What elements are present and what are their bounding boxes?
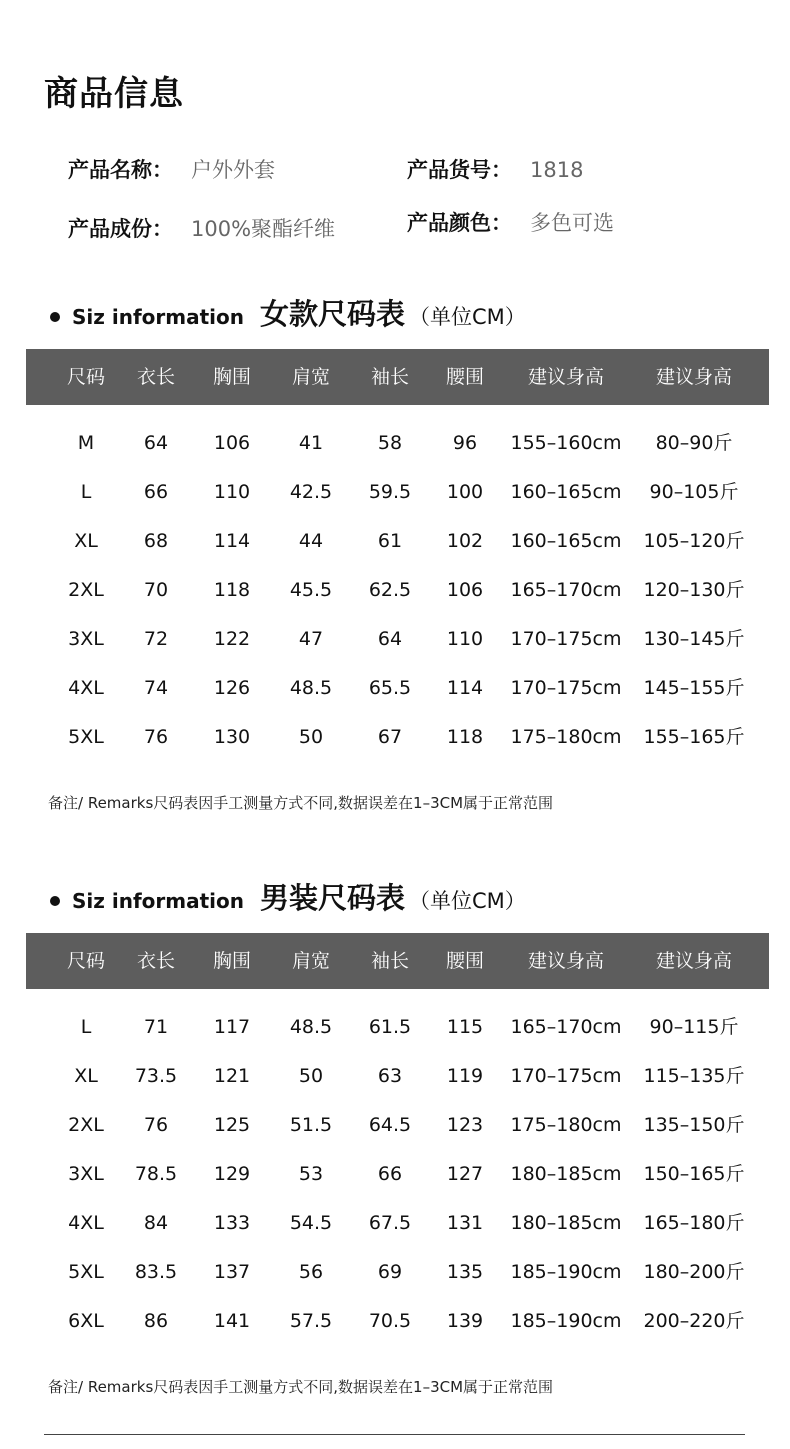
bullet-icon xyxy=(50,312,60,322)
table-cell: 160–165cm xyxy=(510,530,622,552)
section-heading-unit: （单位CM） xyxy=(409,889,526,913)
table-cell: 175–180cm xyxy=(510,1114,622,1136)
table-cell: 115–135斤 xyxy=(643,1065,745,1087)
table-cell: 70.5 xyxy=(368,1310,412,1332)
table-cell: 106 xyxy=(213,432,251,454)
table-cell: 61.5 xyxy=(368,1016,412,1038)
table-cell: 84 xyxy=(143,1212,169,1234)
table-cell: 135 xyxy=(446,1261,484,1283)
table-cell: 70 xyxy=(143,579,169,601)
table-row xyxy=(0,419,790,468)
table-cell: 68 xyxy=(143,530,169,552)
table-cell: 61 xyxy=(377,530,403,552)
section-heading-cn: 女款尺码表 xyxy=(260,297,406,331)
table-cell: 145–155斤 xyxy=(643,677,745,699)
table-cell: 117 xyxy=(213,1016,251,1038)
table-row xyxy=(0,1248,790,1297)
table-cell: 4XL xyxy=(68,1212,104,1234)
column-header: 肩宽 xyxy=(291,950,331,972)
table-cell: 170–175cm xyxy=(510,677,622,699)
column-header: 肩宽 xyxy=(291,366,331,388)
table-cell: 76 xyxy=(143,1114,169,1136)
table-row xyxy=(0,566,790,615)
bullet-icon xyxy=(50,896,60,906)
column-header: 建议身高 xyxy=(655,366,733,388)
table-cell: 58 xyxy=(377,432,403,454)
table-cell: 129 xyxy=(213,1163,251,1185)
table-cell: 66 xyxy=(377,1163,403,1185)
table-cell: 51.5 xyxy=(289,1114,333,1136)
info-product-color xyxy=(407,207,614,237)
table-row xyxy=(0,517,790,566)
table-cell: 118 xyxy=(446,726,484,748)
table-cell: 175–180cm xyxy=(510,726,622,748)
remark-women: 备注/ Remarks尺码表因手工测量方式不同,数据误差在1–3CM属于正常范围 xyxy=(48,794,554,812)
bottom-divider xyxy=(44,1434,745,1435)
table-cell: 86 xyxy=(143,1310,169,1332)
table-cell: 102 xyxy=(446,530,484,552)
info-label: 产品颜色： xyxy=(407,211,512,235)
table-header-men xyxy=(26,933,769,989)
table-header-women xyxy=(26,349,769,405)
column-header: 建议身高 xyxy=(527,950,605,972)
table-row xyxy=(0,1150,790,1199)
table-cell: 54.5 xyxy=(289,1212,333,1234)
table-cell: 180–185cm xyxy=(510,1163,622,1185)
table-cell: 170–175cm xyxy=(510,1065,622,1087)
table-cell: 71 xyxy=(143,1016,169,1038)
info-label: 产品成份： xyxy=(68,217,173,241)
table-cell: 64 xyxy=(377,628,403,650)
info-product-code xyxy=(407,154,583,184)
table-cell: 118 xyxy=(213,579,251,601)
column-header: 胸围 xyxy=(212,950,252,972)
table-cell: 3XL xyxy=(68,628,104,650)
table-cell: 114 xyxy=(446,677,484,699)
table-cell: 135–150斤 xyxy=(643,1114,745,1136)
table-row xyxy=(0,615,790,664)
table-cell: 165–170cm xyxy=(510,1016,622,1038)
column-header: 袖长 xyxy=(370,950,410,972)
table-cell: 90–115斤 xyxy=(649,1016,739,1038)
table-cell: 185–190cm xyxy=(510,1261,622,1283)
table-cell: 119 xyxy=(446,1065,484,1087)
column-header: 尺码 xyxy=(66,950,106,972)
table-cell: 76 xyxy=(143,726,169,748)
table-row xyxy=(0,1003,790,1052)
table-cell: 67 xyxy=(377,726,403,748)
table-cell: 122 xyxy=(213,628,251,650)
table-cell: 44 xyxy=(298,530,324,552)
table-cell: 59.5 xyxy=(368,481,412,503)
section-heading-men xyxy=(50,876,526,917)
column-header: 腰围 xyxy=(445,366,485,388)
table-cell: 165–170cm xyxy=(510,579,622,601)
table-cell: 74 xyxy=(143,677,169,699)
table-cell: 5XL xyxy=(68,726,104,748)
table-cell: XL xyxy=(74,1065,98,1087)
table-cell: 105–120斤 xyxy=(643,530,745,552)
table-cell: 63 xyxy=(377,1065,403,1087)
table-cell: 106 xyxy=(446,579,484,601)
table-cell: 141 xyxy=(213,1310,251,1332)
table-cell: 65.5 xyxy=(368,677,412,699)
table-cell: 45.5 xyxy=(289,579,333,601)
table-cell: 62.5 xyxy=(368,579,412,601)
table-cell: 110 xyxy=(213,481,251,503)
column-header: 胸围 xyxy=(212,366,252,388)
table-cell: 120–130斤 xyxy=(643,579,745,601)
table-cell: 5XL xyxy=(68,1261,104,1283)
table-cell: M xyxy=(77,432,95,454)
table-cell: 180–200斤 xyxy=(643,1261,745,1283)
table-cell: 127 xyxy=(446,1163,484,1185)
table-cell: 139 xyxy=(446,1310,484,1332)
table-cell: 2XL xyxy=(68,579,104,601)
table-cell: XL xyxy=(74,530,98,552)
table-cell: 126 xyxy=(213,677,251,699)
info-value: 1818 xyxy=(530,158,584,182)
table-cell: 185–190cm xyxy=(510,1310,622,1332)
table-cell: 160–165cm xyxy=(510,481,622,503)
table-cell: 64 xyxy=(143,432,169,454)
section-heading-cn: 男装尺码表 xyxy=(260,881,406,915)
table-cell: 2XL xyxy=(68,1114,104,1136)
table-cell: 90–105斤 xyxy=(649,481,739,503)
table-cell: 80–90斤 xyxy=(655,432,733,454)
table-cell: 64.5 xyxy=(368,1114,412,1136)
table-cell: 41 xyxy=(298,432,324,454)
table-cell: 47 xyxy=(298,628,324,650)
table-cell: 48.5 xyxy=(289,1016,333,1038)
column-header: 腰围 xyxy=(445,950,485,972)
section-heading-women xyxy=(50,292,526,333)
table-cell: 48.5 xyxy=(289,677,333,699)
table-cell: 155–165斤 xyxy=(643,726,745,748)
table-cell: 130 xyxy=(213,726,251,748)
table-cell: 114 xyxy=(213,530,251,552)
table-cell: 57.5 xyxy=(289,1310,333,1332)
table-cell: 78.5 xyxy=(134,1163,178,1185)
table-row xyxy=(0,664,790,713)
column-header: 衣长 xyxy=(136,950,176,972)
section-heading-unit: （单位CM） xyxy=(409,305,526,329)
table-cell: 67.5 xyxy=(368,1212,412,1234)
info-value: 户外外套 xyxy=(191,158,275,182)
info-value: 100%聚酯纤维 xyxy=(191,217,336,241)
table-cell: 66 xyxy=(143,481,169,503)
table-cell: 150–165斤 xyxy=(643,1163,745,1185)
table-cell: L xyxy=(80,1016,92,1038)
table-row xyxy=(0,1297,790,1346)
table-row xyxy=(0,1199,790,1248)
table-cell: 56 xyxy=(298,1261,324,1283)
page-title: 商品信息 xyxy=(44,74,184,114)
column-header: 袖长 xyxy=(370,366,410,388)
table-cell: 69 xyxy=(377,1261,403,1283)
info-value: 多色可选 xyxy=(530,211,614,235)
remark-men: 备注/ Remarks尺码表因手工测量方式不同,数据误差在1–3CM属于正常范围 xyxy=(48,1378,554,1396)
table-row xyxy=(0,1052,790,1101)
table-cell: 180–185cm xyxy=(510,1212,622,1234)
table-cell: 110 xyxy=(446,628,484,650)
table-cell: 6XL xyxy=(68,1310,104,1332)
table-cell: 125 xyxy=(213,1114,251,1136)
table-cell: 130–145斤 xyxy=(643,628,745,650)
table-cell: 123 xyxy=(446,1114,484,1136)
column-header: 建议身高 xyxy=(527,366,605,388)
info-product-material xyxy=(68,213,335,243)
table-cell: 131 xyxy=(446,1212,484,1234)
table-cell: 155–160cm xyxy=(510,432,622,454)
table-cell: 3XL xyxy=(68,1163,104,1185)
table-cell: 53 xyxy=(298,1163,324,1185)
table-cell: 165–180斤 xyxy=(643,1212,745,1234)
table-cell: 96 xyxy=(452,432,478,454)
table-cell: 4XL xyxy=(68,677,104,699)
info-label: 产品货号： xyxy=(407,158,512,182)
table-cell: L xyxy=(80,481,92,503)
table-cell: 121 xyxy=(213,1065,251,1087)
table-cell: 83.5 xyxy=(134,1261,178,1283)
table-cell: 100 xyxy=(446,481,484,503)
column-header: 衣长 xyxy=(136,366,176,388)
table-cell: 50 xyxy=(298,726,324,748)
table-cell: 133 xyxy=(213,1212,251,1234)
table-cell: 200–220斤 xyxy=(643,1310,745,1332)
table-cell: 72 xyxy=(143,628,169,650)
info-product-name xyxy=(68,154,275,184)
section-heading-en: Siz information xyxy=(72,889,244,913)
column-header: 建议身高 xyxy=(655,950,733,972)
table-cell: 73.5 xyxy=(134,1065,178,1087)
table-cell: 50 xyxy=(298,1065,324,1087)
table-row xyxy=(0,1101,790,1150)
table-row xyxy=(0,468,790,517)
table-cell: 42.5 xyxy=(289,481,333,503)
table-row xyxy=(0,713,790,762)
table-cell: 137 xyxy=(213,1261,251,1283)
column-header: 尺码 xyxy=(66,366,106,388)
table-cell: 170–175cm xyxy=(510,628,622,650)
info-label: 产品名称： xyxy=(68,158,173,182)
section-heading-en: Siz information xyxy=(72,305,244,329)
table-cell: 115 xyxy=(446,1016,484,1038)
